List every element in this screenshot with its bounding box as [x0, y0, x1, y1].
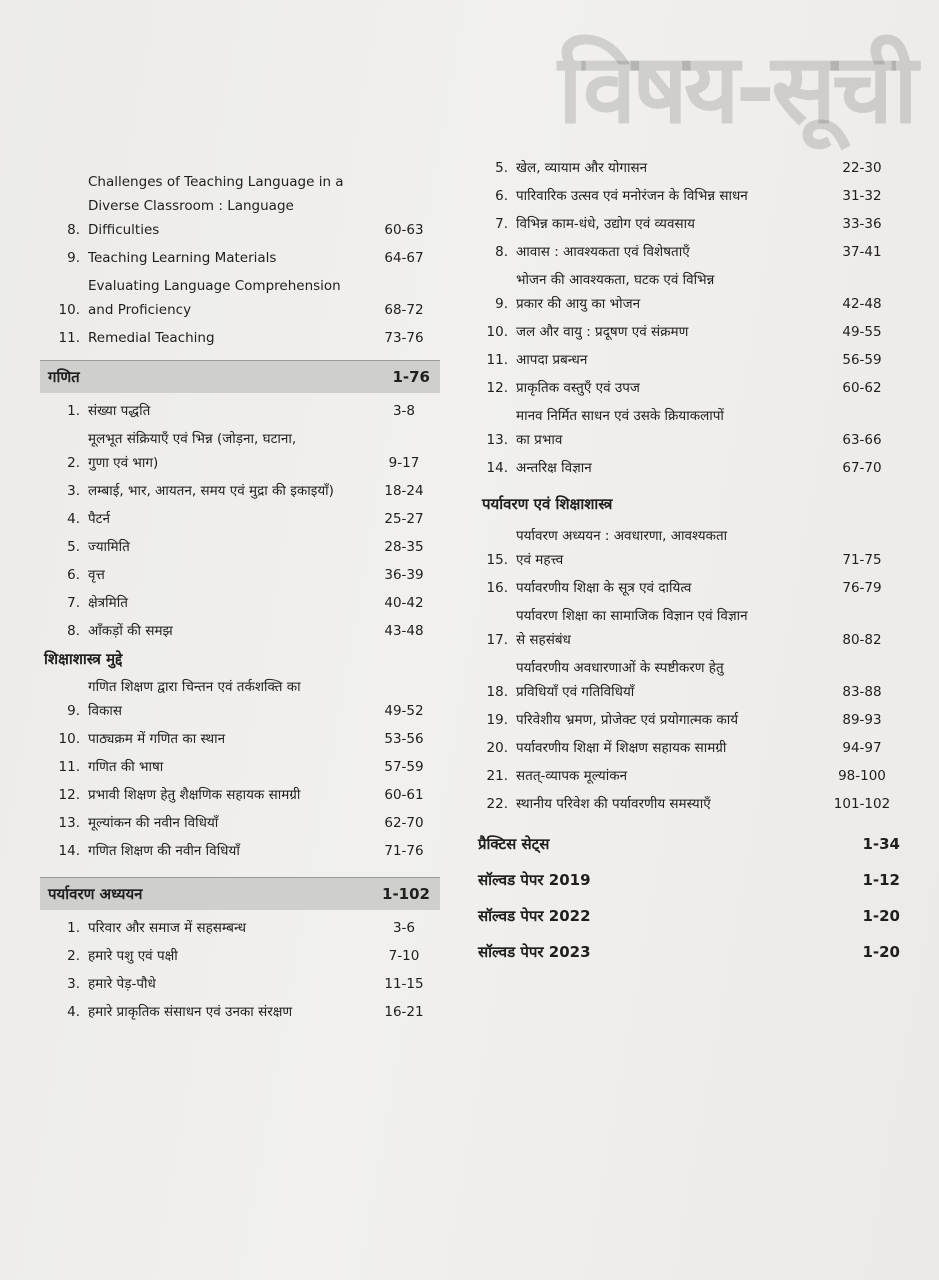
entry-pages: 57-59 [384, 759, 424, 775]
toc-entry [478, 156, 904, 180]
entry-pages: 71-76 [384, 843, 424, 859]
toc-entry [40, 170, 440, 242]
toc-entry [40, 755, 440, 779]
section-title: पर्यावरण अध्ययन [48, 885, 143, 903]
toc-entry [478, 524, 904, 572]
entry-title: लम्बाई, भार, आयतन, समय एवं मुद्रा की इकाइयाँ) [88, 483, 334, 499]
entry-title: पाठ्यक्रम में गणित का स्थान [88, 731, 226, 747]
entry-title: आवास : आवश्यकता एवं विशेषताएँ [516, 244, 690, 260]
entry-title: स्थानीय परिवेश की पर्यावरणीय समस्याएँ [516, 796, 711, 812]
entry-title: पैटर्न [88, 511, 110, 527]
practice-entry [478, 898, 904, 934]
practice-entry [478, 862, 904, 898]
entry-pages: 68-72 [384, 302, 424, 318]
subsection-pedagogy-title: शिक्षाशास्त्र मुद्दे [44, 650, 123, 668]
toc-entry [40, 246, 440, 270]
entry-title: अन्तरिक्ष विज्ञान [516, 460, 592, 476]
entry-title: खेल, व्यायाम और योगासन [516, 160, 648, 176]
entry-number: 8. [67, 623, 80, 639]
toc-entry [40, 972, 440, 996]
entry-title: गणित शिक्षण द्वारा चिन्तन एवं तर्कशक्ति का विकास [88, 679, 301, 719]
toc-entry [40, 507, 440, 531]
entry-pages: 3-6 [392, 920, 416, 936]
entry-title: सतत्-व्यापक मूल्यांकन [516, 768, 628, 784]
ganit-items [40, 399, 440, 643]
entry-pages: 56-59 [842, 352, 882, 368]
entry-title: पर्यावरणीय अवधारणाओं के स्पष्टीकरण हेतु प्रविधियाँ एवं गतिविधियाँ [516, 660, 724, 700]
entry-pages: 1-20 [862, 907, 900, 925]
entry-number: 16. [486, 580, 508, 596]
toc-entry [478, 764, 904, 788]
entry-pages: 101-102 [833, 796, 891, 812]
entry-title: भोजन की आवश्यकता, घटक एवं विभिन्न प्रकार की आयु का भोजन [516, 272, 715, 312]
toc-entry [40, 783, 440, 807]
entry-pages: 1-12 [862, 871, 900, 889]
entry-pages: 3-8 [392, 403, 416, 419]
entry-title: संख्या पद्धति [88, 403, 151, 419]
entry-title: क्षेत्रमिति [88, 595, 128, 611]
entry-pages: 73-76 [384, 330, 424, 346]
toc-entry [478, 792, 904, 816]
entry-pages: 1-20 [862, 943, 900, 961]
entry-number: 12. [58, 787, 80, 803]
entry-title: Challenges of Teaching Language in a Diverse Classroom : Language Difficulties [88, 174, 344, 238]
entry-pages: 40-42 [384, 595, 424, 611]
toc-entry [478, 348, 904, 372]
entry-pages: 33-36 [842, 216, 882, 232]
entry-number: 13. [486, 432, 508, 448]
entry-title: सॉल्वड पेपर 2023 [478, 943, 591, 961]
entry-title: पारिवारिक उत्सव एवं मनोरंजन के विभिन्न साधन [516, 188, 748, 204]
entry-number: 14. [486, 460, 508, 476]
entry-pages: 71-75 [842, 552, 882, 568]
entry-number: 5. [495, 160, 508, 176]
entry-number: 3. [67, 976, 80, 992]
entry-number: 18. [486, 684, 508, 700]
entry-pages: 37-41 [842, 244, 882, 260]
entry-number: 8. [495, 244, 508, 260]
entry-pages: 11-15 [384, 976, 424, 992]
evs-pedagogy-items [478, 524, 904, 816]
toc-entry [40, 619, 440, 643]
entry-number: 15. [486, 552, 508, 568]
entry-title: हमारे पेड़-पौधे [88, 976, 156, 992]
toc-entry [478, 212, 904, 236]
entry-pages: 31-32 [842, 188, 882, 204]
entry-title: पर्यावरण अध्ययन : अवधारणा, आवश्यकता एवं महत्त्व [516, 528, 728, 568]
entry-pages: 9-17 [388, 455, 420, 471]
entry-pages: 89-93 [842, 712, 882, 728]
toc-entry [478, 656, 904, 704]
entry-number: 6. [495, 188, 508, 204]
entry-pages: 7-10 [388, 948, 420, 964]
entry-number: 3. [67, 483, 80, 499]
entry-number: 10. [486, 324, 508, 340]
toc-entry [40, 535, 440, 559]
toc-entry [478, 376, 904, 400]
toc-entry [478, 708, 904, 732]
toc-entry [478, 268, 904, 316]
toc-entry [40, 563, 440, 587]
toc-entry [40, 916, 440, 940]
entry-number: 2. [67, 948, 80, 964]
evs-continued-items [478, 156, 904, 480]
entry-pages: 60-62 [842, 380, 882, 396]
entry-pages: 60-61 [384, 787, 424, 803]
entry-title: हमारे पशु एवं पक्षी [88, 948, 178, 964]
toc-entry [478, 184, 904, 208]
entry-title: पर्यावरणीय शिक्षा के सूत्र एवं दायित्व [516, 580, 692, 596]
entry-number: 9. [67, 250, 80, 266]
entry-pages: 36-39 [384, 567, 424, 583]
section-title: गणित [48, 368, 80, 386]
entry-number: 4. [67, 511, 80, 527]
practice-entry [478, 934, 904, 970]
entry-title: Teaching Learning Materials [88, 250, 277, 266]
entry-number: 7. [67, 595, 80, 611]
toc-entry [40, 591, 440, 615]
toc-entry [40, 944, 440, 968]
entry-title: परिवेशीय भ्रमण, प्रोजेक्ट एवं प्रयोगात्मक कार्य [516, 712, 739, 728]
entry-title: मूलभूत संक्रियाएँ एवं भिन्न (जोड़ना, घटाना, गुणा एवं भाग) [88, 431, 297, 471]
entry-number: 8. [67, 222, 80, 238]
entry-pages: 42-48 [842, 296, 882, 312]
entry-title: गणित शिक्षण की नवीन विधियाँ [88, 843, 240, 859]
toc-entry [478, 240, 904, 264]
entry-number: 19. [486, 712, 508, 728]
entry-number: 20. [486, 740, 508, 756]
entry-number: 22. [486, 796, 508, 812]
entry-pages: 94-97 [842, 740, 882, 756]
toc-entry [40, 399, 440, 423]
toc-entry [40, 811, 440, 835]
entry-pages: 49-55 [842, 324, 882, 340]
entry-title: प्राकृतिक वस्तुएँ एवं उपज [516, 380, 640, 396]
entry-pages: 18-24 [384, 483, 424, 499]
toc-entry [478, 456, 904, 480]
entry-title: आँकड़ों की समझ [88, 623, 173, 639]
entry-number: 9. [495, 296, 508, 312]
entry-title: पर्यावरणीय शिक्षा में शिक्षण सहायक सामग्री [516, 740, 727, 756]
entry-title: पर्यावरण शिक्षा का सामाजिक विज्ञान एवं विज्ञान से सहसंबंध [516, 608, 748, 648]
entry-number: 10. [58, 302, 80, 318]
entry-pages: 16-21 [384, 1004, 424, 1020]
entry-number: 14. [58, 843, 80, 859]
toc-entry [478, 576, 904, 600]
entry-title: सॉल्वड पेपर 2022 [478, 907, 591, 925]
entry-title: आपदा प्रबन्धन [516, 352, 588, 368]
watermark-title: विषय-सूची [558, 33, 914, 145]
entry-number: 2. [67, 455, 80, 471]
entry-title: प्रैक्टिस सेट्स [478, 835, 550, 853]
entry-title: प्रभावी शिक्षण हेतु शैक्षणिक सहायक सामग्री [88, 787, 301, 803]
entry-title: गणित की भाषा [88, 759, 164, 775]
entry-pages: 53-56 [384, 731, 424, 747]
entry-title: सॉल्वड पेपर 2019 [478, 871, 591, 889]
toc-entry [40, 1000, 440, 1024]
entry-pages: 28-35 [384, 539, 424, 555]
section-pages: 1-76 [392, 368, 430, 386]
toc-entry [40, 274, 440, 322]
bottom-sets [478, 826, 904, 970]
toc-entry [478, 736, 904, 760]
toc-entry [478, 404, 904, 452]
section-evs-header [40, 877, 440, 910]
toc-entry [40, 727, 440, 751]
entry-title: मानव निर्मित साधन एवं उसके क्रियाकलापों का प्रभाव [516, 408, 724, 448]
entry-title: ज्यामिति [88, 539, 130, 555]
entry-pages: 76-79 [842, 580, 882, 596]
entry-title: वृत्त [88, 567, 105, 583]
entry-pages: 1-34 [862, 835, 900, 853]
entry-title: परिवार और समाज में सहसम्बन्ध [88, 920, 247, 936]
entry-number: 9. [67, 703, 80, 719]
toc-entry [478, 320, 904, 344]
entry-pages: 22-30 [842, 160, 882, 176]
language-items [40, 170, 440, 350]
toc-entry [40, 427, 440, 475]
entry-title: मूल्यांकन की नवीन विधियाँ [88, 815, 219, 831]
section-pages: 1-102 [382, 885, 430, 903]
evs-items [40, 916, 440, 1024]
right-column [478, 156, 904, 970]
entry-number: 5. [67, 539, 80, 555]
entry-pages: 64-67 [384, 250, 424, 266]
entry-number: 10. [58, 731, 80, 747]
entry-number: 11. [486, 352, 508, 368]
entry-number: 1. [67, 403, 80, 419]
entry-title: जल और वायु : प्रदूषण एवं संक्रमण [516, 324, 689, 340]
toc-entry [40, 675, 440, 723]
entry-title: विभिन्न काम-धंधे, उद्योग एवं व्यवसाय [516, 216, 695, 232]
entry-number: 11. [58, 330, 80, 346]
entry-number: 7. [495, 216, 508, 232]
entry-title: हमारे प्राकृतिक संसाधन एवं उनका संरक्षण [88, 1004, 293, 1020]
entry-number: 12. [486, 380, 508, 396]
entry-pages: 62-70 [384, 815, 424, 831]
entry-pages: 63-66 [842, 432, 882, 448]
section-ganit-header [40, 360, 440, 393]
ganit-pedagogy-items [40, 675, 440, 863]
entry-number: 11. [58, 759, 80, 775]
toc-entry [478, 604, 904, 652]
entry-number: 17. [486, 632, 508, 648]
left-column [40, 170, 440, 1028]
toc-entry [40, 326, 440, 350]
entry-number: 6. [67, 567, 80, 583]
entry-pages: 83-88 [842, 684, 882, 700]
toc-entry [40, 479, 440, 503]
entry-title: Evaluating Language Comprehension and Proficiency [88, 278, 341, 318]
entry-pages: 49-52 [384, 703, 424, 719]
entry-pages: 67-70 [842, 460, 882, 476]
subsection-evs-pedagogy-title: पर्यावरण एवं शिक्षाशास्त्र [482, 495, 613, 513]
entry-pages: 98-100 [838, 768, 886, 784]
entry-number: 21. [486, 768, 508, 784]
entry-pages: 60-63 [384, 222, 424, 238]
entry-title: Remedial Teaching [88, 330, 215, 346]
entry-pages: 80-82 [842, 632, 882, 648]
entry-pages: 43-48 [384, 623, 424, 639]
entry-number: 1. [67, 920, 80, 936]
entry-number: 4. [67, 1004, 80, 1020]
practice-entry [478, 826, 904, 862]
entry-pages: 25-27 [384, 511, 424, 527]
toc-entry [40, 839, 440, 863]
entry-number: 13. [58, 815, 80, 831]
